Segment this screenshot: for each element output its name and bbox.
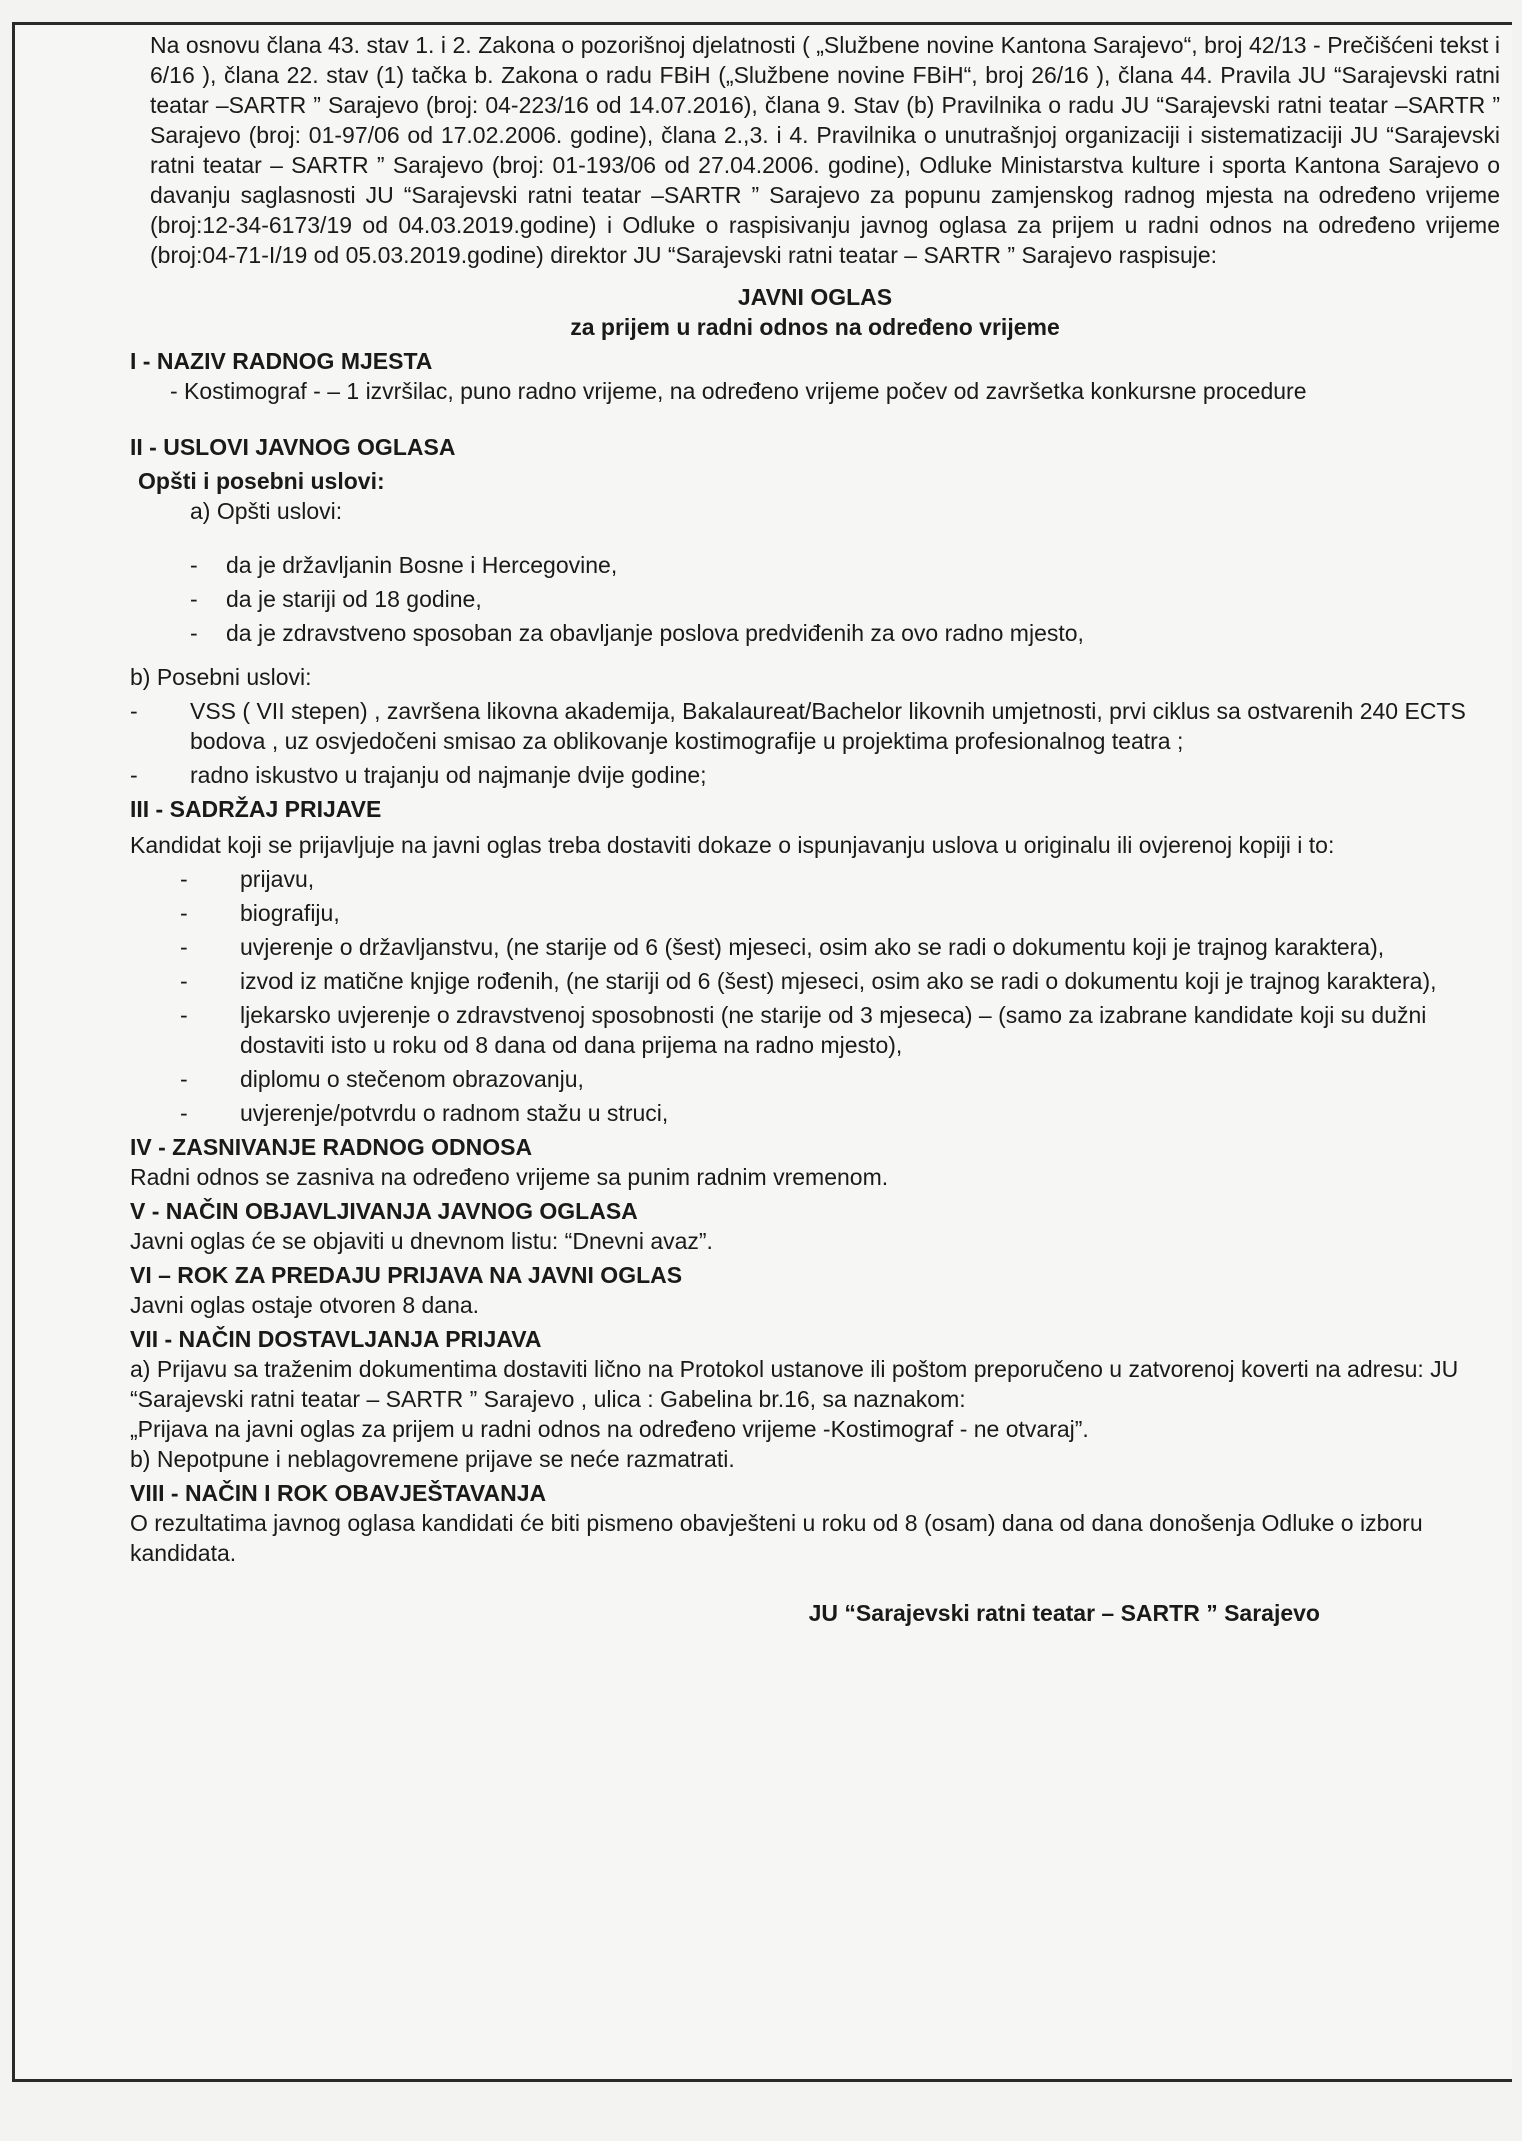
section-6-heading: VI – ROK ZA PREDAJU PRIJAVA NA JAVNI OGLAS: [130, 1262, 683, 1288]
section-3-heading: III - SADRŽAJ PRIJAVE: [130, 796, 382, 822]
application-documents-list: [130, 864, 1500, 1128]
list-item: - VSS ( VII stepen) , završena likovna akademija, Bakalaureat/Bachelor likovnih umjetnosti, prvi ciklus sa ostvarenih 240 ECTS bodova , uz osvjedočeni smisao za oblikovanje kostimografije u projektima profesionalnog teatra ;: [80, 696, 1500, 756]
section-7-heading: VII - NAČIN DOSTAVLJANJA PRIJAVA: [130, 1326, 542, 1352]
section-5-text: Javni oglas će se objaviti u dnevnom listu: “Dnevni avaz”.: [130, 1228, 713, 1254]
list-item: - da je zdravstveno sposoban za obavljanje poslova predviđenih za ovo radno mjesto,: [130, 618, 1500, 648]
list-item: - diplomu o stečenom obrazovanju,: [130, 1064, 1500, 1094]
section-1-heading: I - NAZIV RADNOG MJESTA: [130, 348, 433, 374]
section-5-heading: V - NAČIN OBJAVLJIVANJA JAVNOG OGLASA: [130, 1198, 638, 1224]
list-item: - prijavu,: [130, 864, 1500, 894]
list-item: - ljekarsko uvjerenje o zdravstvenoj sposobnosti (ne starije od 3 mjeseca) – (samo za izabrane kandidate koji su dužni dostaviti isto u roku od 8 dana od dana prijema na radno mjesto),: [130, 1000, 1500, 1060]
list-item: - uvjerenje o državljanstvu, (ne starije od 6 (šest) mjeseci, osim ako se radi o dokumentu koji je trajnog karaktera),: [130, 932, 1500, 962]
section-1-text: - Kostimograf - – 1 izvršilac, puno radno vrijeme, na određeno vrijeme počev od završetka konkursne procedure: [170, 378, 1307, 404]
document-subtitle: za prijem u radni odnos na određeno vrijeme: [570, 314, 1060, 340]
list-item: - uvjerenje/potvrdu o radnom stažu u struci,: [130, 1098, 1500, 1128]
section-7-item-b: b) Nepotpune i neblagovremene prijave se neće razmatrati.: [130, 1446, 735, 1472]
section-8-heading: VIII - NAČIN I ROK OBAVJEŠTAVANJA: [130, 1480, 547, 1506]
document-title: JAVNI OGLAS: [737, 284, 893, 310]
section-3-text: Kandidat koji se prijavljuje na javni oglas treba dostaviti dokaze o ispunjavanju uslova u originalu ili ovjerenoj kopiji i to:: [130, 832, 1335, 858]
preamble: Na osnovu člana 43. stav 1. i 2. Zakona o pozorišnoj djelatnosti ( „Službene novine Kantona Sarajevo“, broj 42/13 - Prečišćeni tekst i 6/16 ), člana 22. stav (1) tačka b. Zakona o radu FBiH („Službene novine FBiH“, broj 26/16 ), člana 44. Pravila JU “Sarajevski ratni teatar –SARTR ” Sarajevo (broj: 04-223/16 od 14.07.2016), člana 9. Stav (b) Pravilnika o radu JU “Sarajevski ratni teatar –SARTR ” Sarajevo (broj: 01-97/06 od 17.02.2006. godine), člana 2.,3. i 4. Pravilnika o unutrašnjoj organizaciji i sistematizaciji JU “Sarajevski ratni teatar – SARTR ” Sarajevo (broj: 01-193/06 od 27.04.2006. godine), Odluke Ministarstva kulture i sporta Kantona Sarajevo o davanju saglasnosti JU “Sarajevski ratni teatar –SARTR ” Sarajevo za popunu zamjenskog radnog mjesta na određeno vrijeme (broj:12-34-6173/19 od 04.03.2019.godine) i Odluke o raspisivanju javnog oglasa za prijem u radni odnos na određeno vrijeme (broj:04-71-I/19 od 05.03.2019.godine) direktor JU “Sarajevski ratni teatar – SARTR ” Sarajevo raspisuje:: [150, 32, 1500, 268]
list-item: - izvod iz matične knjige rođenih, (ne stariji od 6 (šest) mjeseci, osim ako se radi o dokumentu koji je trajnog karaktera),: [130, 966, 1500, 996]
section-7-item-a: a) Prijavu sa traženim dokumentima dostaviti lično na Protokol ustanove ili poštom preporučeno u zatvorenoj koverti na adresu: JU “Sarajevski ratni teatar – SARTR ” Sarajevo , ulica : Gabelina br.16, sa naznakom:: [130, 1356, 1459, 1412]
section-2-heading: II - USLOVI JAVNOG OGLASA: [130, 434, 456, 460]
signature: JU “Sarajevski ratni teatar – SARTR ” Sarajevo: [808, 1600, 1320, 1626]
section-7-quote: „Prijava na javni oglas za prijem u radni odnos na određeno vrijeme -Kostimograf - ne otvaraj”.: [130, 1416, 1089, 1442]
special-conditions-list: [80, 696, 1500, 790]
general-conditions-list: [130, 550, 1500, 648]
list-item: - biografiju,: [130, 898, 1500, 928]
document-body: [130, 30, 1500, 1628]
section-4-text: Radni odnos se zasniva na određeno vrijeme sa punim radnim vremenom.: [130, 1164, 889, 1190]
general-conditions-label: a) Opšti uslovi:: [190, 498, 343, 524]
list-item: - da je stariji od 18 godine,: [130, 584, 1500, 614]
section-4-heading: IV - ZASNIVANJE RADNOG ODNOSA: [130, 1134, 533, 1160]
section-8-text: O rezultatima javnog oglasa kandidati će biti pismeno obavješteni u roku od 8 (osam) dana od dana donošenja Odluke o izboru kandidata.: [130, 1510, 1423, 1566]
special-conditions-label: b) Posebni uslovi:: [130, 664, 312, 690]
section-2-subheading: Opšti i posebni uslovi:: [138, 468, 385, 494]
list-item: - radno iskustvo u trajanju od najmanje dvije godine;: [80, 760, 1500, 790]
section-6-text: Javni oglas ostaje otvoren 8 dana.: [130, 1292, 480, 1318]
list-item: - da je državljanin Bosne i Hercegovine,: [130, 550, 1500, 580]
